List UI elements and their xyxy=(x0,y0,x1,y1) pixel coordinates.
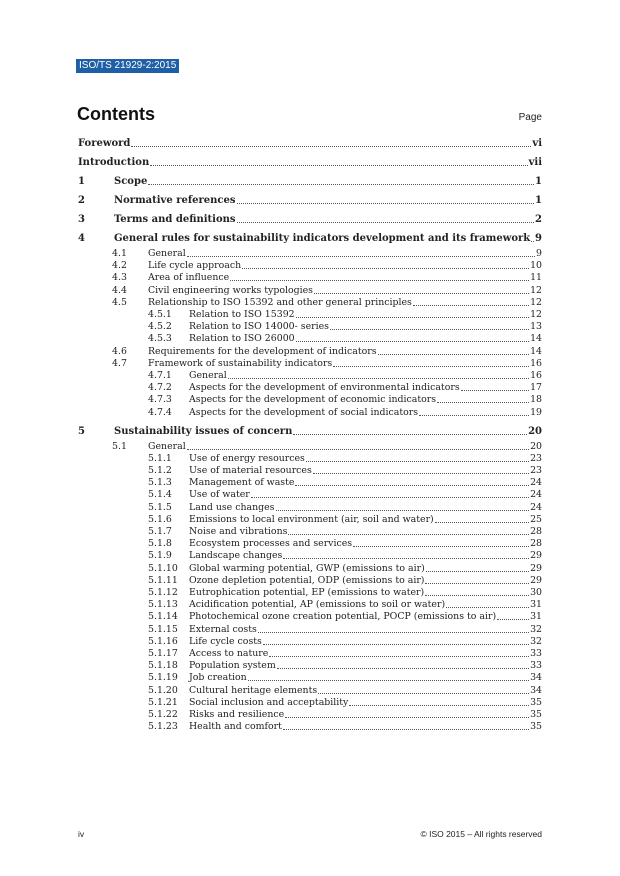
toc-entry-number: 4.7.2 xyxy=(148,382,172,394)
toc-entry-title: Framework of sustainability indicators xyxy=(148,357,333,369)
toc-entry[interactable] xyxy=(78,370,542,382)
toc-entry-page: 14 xyxy=(530,333,542,345)
dot-leader xyxy=(277,668,529,669)
toc-entry-number: 5.1.16 xyxy=(148,635,178,647)
toc-entry[interactable] xyxy=(78,709,542,721)
toc-entry-title: Life cycle costs xyxy=(189,635,262,647)
toc-entry-page: 12 xyxy=(530,296,542,308)
toc-entry[interactable] xyxy=(78,176,542,188)
dot-leader xyxy=(230,280,529,281)
toc-entry-page: 25 xyxy=(530,513,542,525)
toc-entry-title: Job creation xyxy=(189,672,247,684)
toc-entry-title: Noise and vibrations xyxy=(189,526,288,537)
toc-entry[interactable] xyxy=(78,514,542,526)
dot-leader xyxy=(333,366,529,367)
dot-leader xyxy=(353,546,529,547)
toc-entry[interactable] xyxy=(78,233,542,245)
toc-entry-number: 4.1 xyxy=(112,248,127,259)
toc-entry-page: 32 xyxy=(530,623,542,635)
toc-entry[interactable] xyxy=(78,407,542,419)
toc-entry-page: 31 xyxy=(530,599,542,611)
toc-entry-page: 16 xyxy=(530,370,542,381)
toc-entry[interactable] xyxy=(78,697,542,709)
toc-entry-title: Relation to ISO 15392 xyxy=(189,309,295,320)
toc-entry-title: Ozone depletion potential, ODP (emissions to air) xyxy=(189,574,425,586)
dot-leader xyxy=(425,583,529,584)
dot-leader xyxy=(426,571,529,572)
toc-entry-number: 5.1.19 xyxy=(148,672,178,684)
toc-entry[interactable] xyxy=(78,260,542,272)
dot-leader xyxy=(446,607,529,608)
toc-entry-title: Health and comfort xyxy=(189,721,282,733)
dot-leader xyxy=(150,165,527,166)
dot-leader xyxy=(461,390,529,391)
toc-entry-title: General xyxy=(148,440,186,452)
toc-entry[interactable] xyxy=(78,321,542,333)
dot-leader xyxy=(330,329,529,330)
dot-leader xyxy=(228,378,529,379)
toc-entry-title: Area of influence xyxy=(148,272,230,284)
toc-entry[interactable] xyxy=(78,248,542,260)
dot-leader xyxy=(283,729,529,730)
dot-leader xyxy=(306,461,529,462)
toc-entry[interactable] xyxy=(78,624,542,636)
toc-entry-number: 4.5.2 xyxy=(148,321,172,333)
toc-entry-page: 33 xyxy=(530,660,542,672)
dot-leader xyxy=(419,415,529,416)
toc-entry-title: Relation to ISO 14000- series xyxy=(189,321,329,333)
dot-leader xyxy=(413,305,529,306)
toc-entry-page: 35 xyxy=(530,709,542,720)
toc-entry-number: 5 xyxy=(78,425,85,437)
footer-page-number: iv xyxy=(78,829,85,839)
toc-entry-title: Use of material resources xyxy=(189,465,312,476)
toc-entry-title: Foreword xyxy=(78,138,131,149)
toc-entry-page: 17 xyxy=(530,382,542,394)
toc-entry-page: 10 xyxy=(530,260,542,272)
dot-leader xyxy=(187,256,535,257)
toc-entry-number: 5.1.7 xyxy=(148,526,172,537)
toc-entry-number: 1 xyxy=(78,176,85,187)
toc-entry-number: 5.1 xyxy=(112,440,127,452)
toc-entry-number: 5.1.5 xyxy=(148,501,172,513)
dot-leader xyxy=(187,449,529,450)
toc-entry[interactable] xyxy=(78,394,542,406)
toc-entry[interactable] xyxy=(78,563,542,575)
toc-entry[interactable] xyxy=(78,157,542,169)
dot-leader xyxy=(263,644,529,645)
toc-entry[interactable] xyxy=(78,599,542,611)
toc-entry-number: 4.4 xyxy=(112,284,127,296)
toc-entry-page: 28 xyxy=(530,526,542,537)
toc-entry-page: 12 xyxy=(530,284,542,296)
toc-entry[interactable] xyxy=(78,346,542,358)
toc-entry-page: 34 xyxy=(530,672,542,684)
toc-entry-number: 4.7 xyxy=(112,357,127,369)
toc-entry-number: 5.1.18 xyxy=(148,660,178,672)
toc-entry-title: Sustainability issues of concern xyxy=(114,425,293,437)
toc-entry-number: 5.1.17 xyxy=(148,648,178,659)
toc-entry[interactable] xyxy=(78,538,542,550)
toc-entry-title: Use of energy resources xyxy=(189,452,305,464)
toc-entry-number: 5.1.11 xyxy=(148,574,178,586)
toc-entry-page: 33 xyxy=(530,648,542,659)
dot-leader xyxy=(285,717,529,718)
dot-leader xyxy=(293,434,527,435)
toc-entry-page: 9 xyxy=(536,248,542,259)
toc-entry[interactable] xyxy=(78,195,542,207)
toc-entry-title: Relation to ISO 26000 xyxy=(189,333,295,345)
dot-leader xyxy=(314,293,529,294)
toc-entry-page: 2 xyxy=(535,214,542,225)
toc-entry-page: 13 xyxy=(530,321,542,333)
dot-leader xyxy=(296,341,529,342)
toc-entry-page: 16 xyxy=(530,357,542,369)
dot-leader xyxy=(251,497,529,498)
toc-entry-page: 29 xyxy=(530,550,542,562)
toc-entry[interactable] xyxy=(78,309,542,321)
dot-leader xyxy=(248,680,529,681)
toc-entry-page: 34 xyxy=(530,684,542,696)
dot-leader xyxy=(425,595,529,596)
toc-entry-title: Acidification potential, AP (emissions to soil or water) xyxy=(189,599,446,611)
toc-entry-title: Aspects for the development of social indicators xyxy=(189,406,419,418)
toc-entry-page: 1 xyxy=(535,176,542,187)
dot-leader xyxy=(276,510,530,511)
toc-entry-title: Landscape changes xyxy=(189,550,283,562)
toc-entry-page: 29 xyxy=(530,562,542,574)
toc-entry-page: 35 xyxy=(530,696,542,708)
toc-entry-number: 4.7.4 xyxy=(148,406,172,418)
toc-entry[interactable] xyxy=(78,333,542,345)
dot-leader xyxy=(258,632,529,633)
dot-leader xyxy=(437,402,529,403)
toc-entry-title: Introduction xyxy=(78,157,150,168)
toc-entry-number: 5.1.15 xyxy=(148,623,178,635)
dot-leader xyxy=(349,705,529,706)
toc-entry-number: 4.5.1 xyxy=(148,309,172,320)
dot-leader xyxy=(313,473,529,474)
toc-entry-number: 5.1.3 xyxy=(148,477,172,489)
toc-entry-page: 19 xyxy=(530,406,542,418)
toc-entry-page: 23 xyxy=(530,452,542,464)
toc-entry-title: Scope xyxy=(114,176,148,187)
dot-leader xyxy=(269,656,529,657)
toc-entry-title: Normative references xyxy=(114,195,236,206)
toc-entry[interactable] xyxy=(78,358,542,370)
toc-entry-number: 5.1.2 xyxy=(148,465,172,476)
toc-entry[interactable] xyxy=(78,648,542,660)
toc-entry[interactable] xyxy=(78,587,542,599)
toc-entry-title: Relationship to ISO 15392 and other general principles xyxy=(148,296,412,308)
toc-entry-number: 2 xyxy=(78,195,85,206)
toc-entry-title: Terms and definitions xyxy=(114,214,236,225)
toc-entry[interactable] xyxy=(78,285,542,297)
toc-entry-title: General xyxy=(148,248,186,259)
toc-entry-number: 4.5 xyxy=(112,296,127,308)
toc-entry-number: 5.1.23 xyxy=(148,721,178,733)
toc-entry-number: 5.1.4 xyxy=(148,489,172,501)
dot-leader xyxy=(237,222,535,223)
dot-leader xyxy=(435,522,529,523)
toc-entry-number: 5.1.14 xyxy=(148,611,178,623)
toc-entry-title: Emissions to local environment (air, soil and water) xyxy=(189,513,434,525)
toc-entry[interactable] xyxy=(78,502,542,514)
toc-entry-title: Life cycle approach xyxy=(148,260,242,272)
toc-entry-title: External costs xyxy=(189,623,257,635)
toc-entry-number: 5.1.10 xyxy=(148,562,178,574)
toc-entry-title: Access to nature xyxy=(189,648,269,659)
toc-entry[interactable] xyxy=(78,575,542,587)
toc-entry-page: 1 xyxy=(535,195,542,206)
toc-entry[interactable] xyxy=(78,441,542,453)
toc-entry-number: 5.1.9 xyxy=(148,550,172,562)
standard-badge: ISO/TS 21929-2:2015 xyxy=(76,59,179,73)
toc-entry-title: Use of water xyxy=(189,489,250,501)
toc-entry-page: 30 xyxy=(530,587,542,598)
toc-entry[interactable] xyxy=(78,382,542,394)
toc-entry-page: 12 xyxy=(530,309,542,320)
toc-entry-page: 23 xyxy=(530,465,542,476)
toc-entry-page: 28 xyxy=(530,538,542,550)
toc-entry-title: Risks and resilience xyxy=(189,709,285,720)
toc-entry-number: 4.3 xyxy=(112,272,127,284)
dot-leader xyxy=(378,354,530,355)
dot-leader xyxy=(283,558,529,559)
dot-leader xyxy=(497,619,529,620)
toc-entry-page: vi xyxy=(532,138,542,149)
toc-entry[interactable] xyxy=(78,660,542,672)
toc-entry-number: 5.1.6 xyxy=(148,513,172,525)
toc-entry-title: Cultural heritage elements xyxy=(189,684,318,696)
footer-copyright: © ISO 2015 – All rights reserved xyxy=(420,829,542,839)
toc-entry-title: Requirements for the development of indicators xyxy=(148,345,377,357)
toc-entry-number: 5.1.20 xyxy=(148,684,178,696)
toc-entry[interactable] xyxy=(78,138,542,150)
toc-entry-page: 35 xyxy=(530,721,542,733)
toc-entry-page: 20 xyxy=(528,425,542,437)
dot-leader xyxy=(237,203,535,204)
toc-entry[interactable] xyxy=(78,611,542,623)
toc-entry-page: 24 xyxy=(530,489,542,501)
toc-entry-title: Land use changes xyxy=(189,501,275,513)
toc-entry-number: 4.6 xyxy=(112,345,127,357)
toc-entry[interactable] xyxy=(78,477,542,489)
dot-leader xyxy=(242,268,529,269)
toc-entry[interactable] xyxy=(78,636,542,648)
toc-entry-number: 5.1.8 xyxy=(148,538,172,550)
toc-entry-title: Population system xyxy=(189,660,276,672)
toc-entry[interactable] xyxy=(78,272,542,284)
toc-entry-title: Civil engineering works typologies xyxy=(148,284,313,296)
toc-entry-number: 4 xyxy=(78,233,85,244)
toc-entry-number: 4.5.3 xyxy=(148,333,172,345)
toc-entry-number: 4.7.3 xyxy=(148,394,172,406)
toc-entry-number: 5.1.12 xyxy=(148,587,178,598)
toc-entry[interactable] xyxy=(78,297,542,309)
contents-title: Contents xyxy=(77,104,155,124)
toc-entry-page: 29 xyxy=(530,574,542,586)
toc-entry-title: Aspects for the development of environmental indicators xyxy=(189,382,460,394)
dot-leader xyxy=(148,184,534,185)
dot-leader xyxy=(296,317,529,318)
toc-entry-title: Ecosystem processes and services xyxy=(189,538,353,550)
toc-entry-title: Management of waste xyxy=(189,477,295,489)
toc-entry-title: Global warming potential, GWP (emissions to air) xyxy=(189,562,425,574)
toc-entry-title: General rules for sustainability indicators development and its framework xyxy=(114,233,531,244)
page-column-label: Page xyxy=(518,112,542,123)
toc-entry-number: 5.1.1 xyxy=(148,452,172,464)
toc-entry-number: 4.7.1 xyxy=(148,370,172,381)
toc-entry-number: 5.1.13 xyxy=(148,599,178,611)
toc-entry[interactable] xyxy=(78,526,542,538)
toc-entry-number: 4.2 xyxy=(112,260,127,272)
toc-entry[interactable] xyxy=(78,214,542,226)
toc-entry[interactable] xyxy=(78,489,542,501)
toc-entry-title: Photochemical ozone creation potential, POCP (emissions to air) xyxy=(189,611,497,623)
toc-entry[interactable] xyxy=(78,453,542,465)
toc-entry-page: 31 xyxy=(530,611,542,623)
toc-entry-page: 18 xyxy=(530,394,542,406)
toc-entry[interactable] xyxy=(78,685,542,697)
toc-entry-title: Social inclusion and acceptability xyxy=(189,696,349,708)
toc-entry-number: 5.1.21 xyxy=(148,696,178,708)
toc-entry[interactable] xyxy=(78,426,542,438)
toc-entry-page: 14 xyxy=(530,345,542,357)
toc-entry[interactable] xyxy=(78,550,542,562)
toc-entry-page: 9 xyxy=(535,233,542,244)
toc-entry-number: 5.1.22 xyxy=(148,709,178,720)
toc-entry-number: 3 xyxy=(78,214,85,225)
toc-entry-page: 11 xyxy=(530,272,542,284)
dot-leader xyxy=(288,534,529,535)
toc-entry-title: General xyxy=(189,370,227,381)
toc-entry[interactable] xyxy=(78,672,542,684)
toc-entry[interactable] xyxy=(78,721,542,733)
toc-entry-page: 24 xyxy=(530,477,542,489)
dot-leader xyxy=(318,693,529,694)
dot-leader xyxy=(295,485,529,486)
toc-entry-page: 20 xyxy=(530,440,542,452)
toc-entry-title: Aspects for the development of economic indicators xyxy=(189,394,437,406)
dot-leader xyxy=(131,146,531,147)
toc-entry-page: 24 xyxy=(530,501,542,513)
toc-entry-page: vii xyxy=(528,157,542,168)
toc-entry-title: Eutrophication potential, EP (emissions to water) xyxy=(189,587,425,598)
toc-entry-page: 32 xyxy=(530,635,542,647)
toc-entry[interactable] xyxy=(78,465,542,477)
